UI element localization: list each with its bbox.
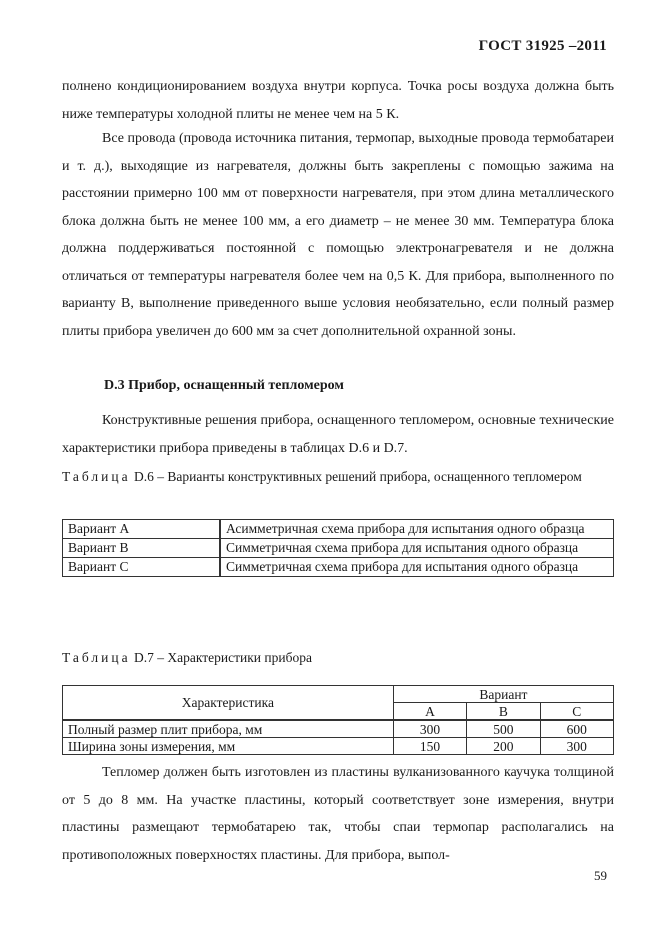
variant-cell: Вариант А: [63, 520, 221, 539]
page-number: 59: [594, 868, 607, 883]
table-row: [63, 520, 614, 539]
paragraph-heat-flow-meter: Тепломер должен быть изготовлен из пластины вулканизованного каучука толщиной от 5 до 8 мм. На участке пластины, который соответствует зоне измерения, внутри пластины размещают термобатарею так, чтобы спаи термопар располагались на противоположных поверхностях пластины. Для прибора, выпол-: [62, 765, 614, 863]
paragraph-design-intro: Конструктивные решения прибора, оснащенного тепломером, основные технические характеристики прибора приведены в таблицах D.6 и D.7.: [62, 413, 614, 456]
table-row: [63, 738, 614, 755]
description-cell: Асимметричная схема прибора для испытания одного образца: [220, 520, 614, 539]
header-variant: Вариант: [393, 686, 613, 703]
document-number-header: ГОСТ 31925 –2011: [478, 38, 607, 54]
table-header-row: [63, 686, 614, 703]
table6-caption-word: Таблица: [62, 469, 131, 484]
header-variant-a: A: [393, 703, 466, 721]
table-design-variants: [62, 519, 614, 577]
section-heading: D.3 Прибор, оснащенный тепломером: [104, 378, 344, 393]
header-variant-b: B: [467, 703, 540, 721]
variant-cell: Вариант С: [63, 558, 221, 577]
paragraph-wiring: Все провода (провода источника питания, термопар, выходные провода термобатареи и т. д.), выходящие из нагревателя, должны быть закреплены с помощью зажима на расстоянии примерно 100 мм от поверхности нагревателя, при этом длина металлического блока должна быть не менее 100 мм, а его диаметр – не менее 30 мм. Температура блока должна поддерживаться постоянной с помощью электронагревателя и не должна отличаться от температуры нагревателя более чем на 0,5 К. Для прибора, выполненного по варианту B, выполнение приведенного выше условия необязательно, если полный размер плиты прибора увеличен до 600 мм за счет дополнительной охранной зоны.: [62, 131, 614, 339]
table-device-characteristics: [62, 685, 614, 755]
description-cell: Симметричная схема прибора для испытания одного образца: [220, 558, 614, 577]
table-row: [63, 558, 614, 577]
value-cell: 150: [393, 738, 466, 755]
paragraph-continuation: полнено кондиционированием воздуха внутри корпуса. Точка росы воздуха должна быть ниже температуры холодной плиты не менее чем на 5 К.: [62, 79, 614, 122]
table-row: [63, 539, 614, 558]
row-label: Ширина зоны измерения, мм: [63, 738, 394, 755]
value-cell: 600: [540, 720, 613, 738]
value-cell: 300: [540, 738, 613, 755]
table-row: [63, 720, 614, 738]
header-variant-c: C: [540, 703, 613, 721]
table7-caption-text: D.7 – Характеристики прибора: [130, 650, 312, 665]
value-cell: 300: [393, 720, 466, 738]
table7-caption-word: Таблица: [62, 650, 131, 665]
header-characteristic: Характеристика: [63, 686, 394, 721]
variant-cell: Вариант B: [63, 539, 221, 558]
row-label: Полный размер плит прибора, мм: [63, 720, 394, 738]
table6-caption-text: D.6 – Варианты конструктивных решений прибора, оснащенного тепломером: [130, 469, 582, 484]
value-cell: 200: [467, 738, 540, 755]
value-cell: 500: [467, 720, 540, 738]
table6-caption: [62, 469, 614, 485]
description-cell: Симметричная схема прибора для испытания одного образца: [220, 539, 614, 558]
table7-caption: [62, 650, 614, 666]
